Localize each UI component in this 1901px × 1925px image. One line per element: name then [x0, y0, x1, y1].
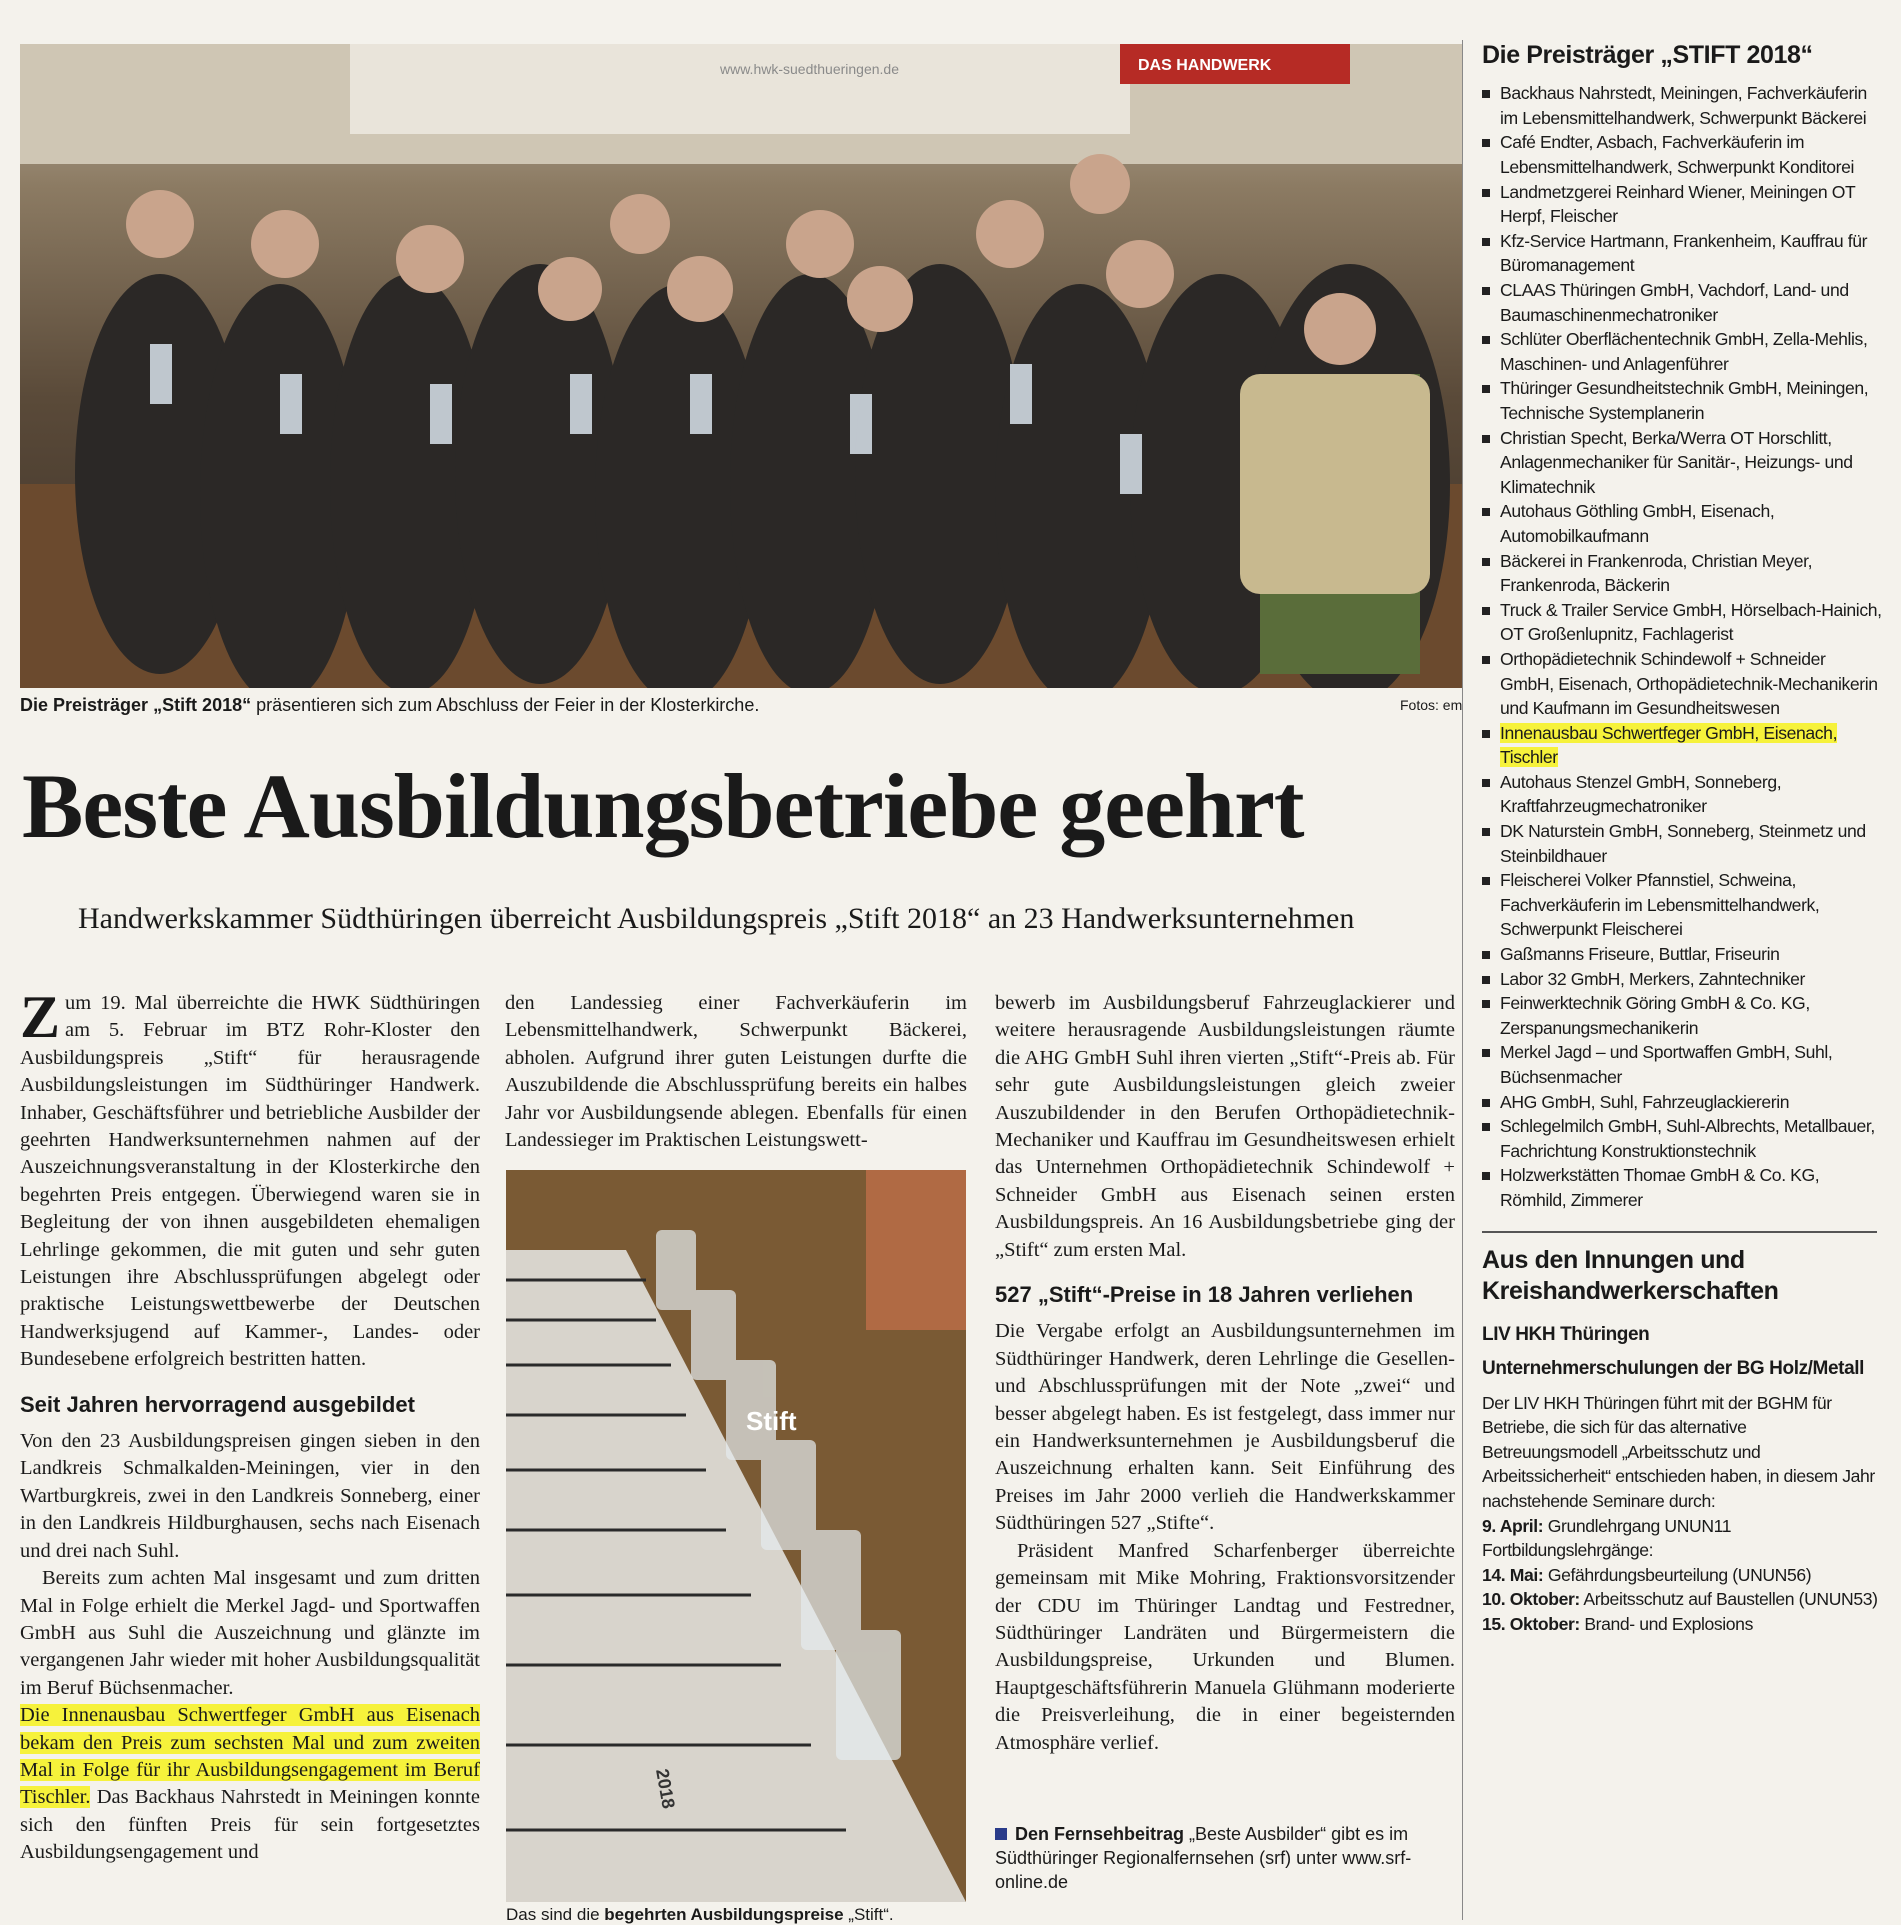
svg-text:Stift: Stift: [746, 1406, 797, 1436]
winner-item: Truck & Trailer Service GmbH, Hörselbach-Hainich, OT Großenlupnitz, Fachlagerist: [1482, 598, 1882, 647]
subheading-1: Seit Jahren hervorragend ausgebildet: [20, 1391, 415, 1417]
winner-item: Holzwerkstätten Thomae GmbH & Co. KG, Römhild, Zimmerer: [1482, 1163, 1882, 1212]
sidebar-title: Die Preisträger „STIFT 2018“: [1482, 41, 1813, 69]
article-paragraph-3: Bereits zum achten Mal insgesamt und zum dritten Mal in Folge erhielt die Merkel Jagd- und Sportwaffen GmbH aus Suhl die Auszeichnung und glänzte im vergangenen Jahr wieder mit hoher Ausbildungsqualität im Beruf Büchsenmacher.: [20, 1567, 480, 1699]
winner-item: CLAAS Thüringen GmbH, Vachdorf, Land- und Baumaschinenmechatroniker: [1482, 278, 1882, 327]
winner-item: Kfz-Service Hartmann, Frankenheim, Kauffrau für Büromanagement: [1482, 229, 1882, 278]
trophies-caption-bold: begehrten Ausbildungspreise: [604, 1905, 844, 1924]
sidebar: [1472, 40, 1882, 1637]
schulungen-text: Der LIV HKH Thüringen führt mit der BGHM für Betriebe, die sich für das alternative Betreuungsmodell „Arbeitsschutz und Arbeitssicherheit“ entschieden haben, in diesem Jahr nachstehende Seminare durch:: [1482, 1392, 1875, 1511]
winner-item: Orthopädietechnik Schindewolf + Schneider GmbH, Eisenach, Orthopädietechnik-Mechanikerin und Kaufmann im Gesundheitswesen: [1482, 647, 1882, 721]
winner-item: Autohaus Göthling GmbH, Eisenach, Automobilkaufmann: [1482, 499, 1882, 548]
winner-item: Labor 32 GmbH, Merkers, Zahntechniker: [1482, 967, 1882, 992]
schulungen-body: [1482, 1391, 1882, 1637]
seminar-date-item: 15. Oktober: Brand- und Explosions: [1482, 1613, 1753, 1634]
article-column-2: [505, 990, 967, 1154]
article-paragraph-4: Das Backhaus Nahrstedt in Meiningen konnte sich den fünften Preis für sein fortgesetztes Ausbildungsengagement und: [20, 1786, 480, 1864]
winner-item: Backhaus Nahrstedt, Meiningen, Fachverkäuferin im Lebensmittelhandwerk, Schwerpunkt Bäckerei: [1482, 81, 1882, 130]
trophies-caption-pre: Das sind die: [506, 1905, 605, 1924]
winner-item: Schlegelmilch GmbH, Suhl-Albrechts, Metallbauer, Fachrichtung Konstruktionstechnik: [1482, 1114, 1882, 1163]
winner-item: Merkel Jagd – und Sportwaffen GmbH, Suhl, Büchsenmacher: [1482, 1040, 1882, 1089]
seminar-date-item: 10. Oktober: Arbeitsschutz auf Baustellen (UNUN53): [1482, 1589, 1878, 1610]
liv-title: LIV HKH Thüringen: [1482, 1324, 1650, 1346]
headline: Beste Ausbildungsbetriebe geehrt: [22, 755, 1304, 857]
winner-item: Gaßmanns Friseure, Buttlar, Friseurin: [1482, 942, 1882, 967]
winner-list: [1472, 81, 1882, 1212]
tv-note-bold: Den Fernsehbeitrag: [1015, 1824, 1185, 1844]
winner-item: Feinwerktechnik Göring GmbH & Co. KG, Zerspanungsmechanikerin: [1482, 991, 1882, 1040]
subheading-2: 527 „Stift“-Preise in 18 Jahren verliehen: [995, 1282, 1414, 1308]
trophies-caption: [506, 1905, 894, 1925]
svg-text:2018: 2018: [652, 1767, 679, 1811]
article-paragraph-1: um 19. Mal überreichte die HWK Südthüringen am 5. Februar im BTZ Rohr-Kloster den Ausbildungspreis „Stift“ für herausragende Ausbildungsleistungen im Südthüringer Handwerk. Inhaber, Geschäftsführer und betriebliche Ausbilder der geehrten Handwerksunternehmen nahmen auf der Auszeichnungsveranstaltung in der Klosterkirche den begehrten Preis entgegen. Überwiegend waren sie in Begleitung der von ihnen ausgebildeten ehemaligen Lehrlinge gekommen, die mit guten und sehr guten Leistungen ihre Abschlussprüfungen abgelegt oder praktische Leistungswettbewerbe der Deutschen Handwerksjugend auf Kammer-, Landes- oder Bundesebene erfolgreich bestritten hatten.: [20, 992, 480, 1371]
highlighted-passage: Die Innenausbau Schwertfeger GmbH aus Eisenach bekam den Preis zum sechsten Mal und zum zweiten Mal in Folge für ihr Ausbildungsengagement im Beruf Tischler.: [20, 1704, 480, 1809]
winner-item: Schlüter Oberflächentechnik GmbH, Zella-Mehlis, Maschinen- und Anlagenführer: [1482, 327, 1882, 376]
tv-note: [995, 1822, 1455, 1894]
group-photo-illustration: [20, 44, 1462, 688]
winner-item: Landmetzgerei Reinhard Wiener, Meiningen OT Herpf, Fleischer: [1482, 180, 1882, 229]
seminar-date-list: [1482, 1514, 1882, 1637]
trophies-caption-post: „Stift“.: [843, 1905, 894, 1924]
winner-item: DK Naturstein GmbH, Sonneberg, Steinmetz und Steinbildhauer: [1482, 819, 1882, 868]
photo-caption: [20, 695, 1440, 716]
tv-note-text: „Beste Ausbilder“ gibt es im Südthüringer Regionalfernsehen (srf) unter www.srf-online.de: [995, 1824, 1412, 1892]
square-bullet-icon: [995, 1828, 1007, 1840]
article-column-1: [20, 984, 480, 1867]
subheadline: Handwerkskammer Südthüringen überreicht Ausbildungspreis „Stift 2018“ an 23 Handwerksunternehmen: [78, 902, 1355, 935]
photo-caption-text: präsentieren sich zum Abschluss der Feier in der Klosterkirche.: [251, 695, 760, 715]
winner-item: Fleischerei Volker Pfannstiel, Schweina, Fachverkäuferin im Lebensmittelhandwerk, Schwerpunkt Fleischerei: [1482, 868, 1882, 942]
award-group-photo: [20, 44, 1462, 688]
trophies-photo: [506, 1170, 966, 1902]
winner-item: Christian Specht, Berka/Werra OT Horschlitt, Anlagenmechaniker für Sanitär-, Heizungs- und Klimatechnik: [1482, 426, 1882, 500]
photo-credit: Fotos: em: [1400, 697, 1463, 713]
innungen-title: Aus den Innungen und Kreishandwerkerschaften: [1482, 1245, 1779, 1305]
article-paragraph-6: bewerb im Ausbildungsberuf Fahrzeuglackierer und weitere herausragende Ausbildungsleistungen räumte die AHG GmbH Suhl ihren vierten „Stift“-Preis ab. Für sehr gute Ausbildungsleistungen gleich zweier Auszubildender in den Berufen Orthopädietechnik-Mechaniker und Kauffrau im Gesundheitswesen erhielt das Unternehmen Orthopädietechnik Schindewolf + Schneider GmbH aus Eisenach seinen ersten Ausbildungspreis. An 16 Ausbildungsbetriebe ging der „Stift“ zum ersten Mal.: [995, 992, 1455, 1261]
seminar-date-item: Fortbildungslehrgänge:: [1482, 1540, 1654, 1561]
article-paragraph-8: Präsident Manfred Scharfenberger überreichte gemeinsam mit Mike Mohring, Fraktionsvorsitzender der CDU im Thüringer Landtag und Festredner, Südthüringer Landräten und Bürgermeistern die Ausbildungspreise, Urkunden und Blumen. Hauptgeschäftsführerin Manuela Glühmann moderierte die Preisverleihung, die in einer begeisternden Atmosphäre verlief.: [995, 1539, 1455, 1754]
trophies-illustration: [506, 1170, 966, 1902]
winner-item: Innenausbau Schwertfeger GmbH, Eisenach, Tischler: [1482, 721, 1882, 770]
svg-text:www.hwk-suedthueringen.de: www.hwk-suedthueringen.de: [720, 61, 899, 77]
article-paragraph-2: Von den 23 Ausbildungspreisen gingen sieben in den Landkreis Schmalkalden-Meiningen, vier in den Wartburgkreis, zwei in den Landkreis Sonneberg, einer in den Landkreis Hildburghausen, sechs nach Eisenach und drei nach Suhl.: [20, 1430, 480, 1562]
dropcap: Z: [20, 984, 61, 1050]
photo-caption-bold: Die Preisträger „Stift 2018“: [20, 695, 252, 715]
seminar-date-item: 9. April: Grundlehrgang UNUN11: [1482, 1515, 1732, 1536]
article-column-3: [995, 990, 1455, 1757]
schulungen-title: Unternehmerschulungen der BG Holz/Metall: [1482, 1357, 1864, 1379]
sidebar-divider: [1462, 40, 1463, 1920]
winner-item: Café Endter, Asbach, Fachverkäuferin im Lebensmittelhandwerk, Schwerpunkt Konditorei: [1482, 130, 1882, 179]
seminar-date-item: 14. Mai: Gefährdungsbeurteilung (UNUN56): [1482, 1564, 1812, 1585]
article-paragraph-7: Die Vergabe erfolgt an Ausbildungsunternehmen im Südthüringer Handwerk, deren Lehrlinge die Gesellen- und Abschlussprüfungen mit der Note „zwei“ und besser abgelegt haben. Es ist festgelegt, dass immer nur ein Handwerksunternehmen je Ausbildungsberuf die Auszeichnung erhalten kann. Seit Einführung des Preises im Jahr 2000 verlieh die Handwerkskammer Südthüringen 527 „Stifte“.: [995, 1320, 1455, 1535]
article-paragraph-5: den Landessieg einer Fachverkäuferin im Lebensmittelhandwerk, Schwerpunkt Bäckerei, abholen. Aufgrund ihrer guten Leistungen durfte die Auszubildende die Abschlussprüfung bereits ein halbes Jahr vor Ausbildungsende ablegen. Ebenfalls für einen Landessieger im Praktischen Leistungswett-: [505, 992, 967, 1152]
winner-item: Thüringer Gesundheitstechnik GmbH, Meiningen, Technische Systemplanerin: [1482, 376, 1882, 425]
winner-item: Autohaus Stenzel GmbH, Sonneberg, Kraftfahrzeugmechatroniker: [1482, 770, 1882, 819]
winner-item: Bäckerei in Frankenroda, Christian Meyer, Frankenroda, Bäckerin: [1482, 549, 1882, 598]
sidebar-separator: [1482, 1231, 1877, 1233]
winner-item: AHG GmbH, Suhl, Fahrzeuglackiererin: [1482, 1090, 1882, 1115]
svg-text:DAS HANDWERK: DAS HANDWERK: [1138, 57, 1272, 74]
